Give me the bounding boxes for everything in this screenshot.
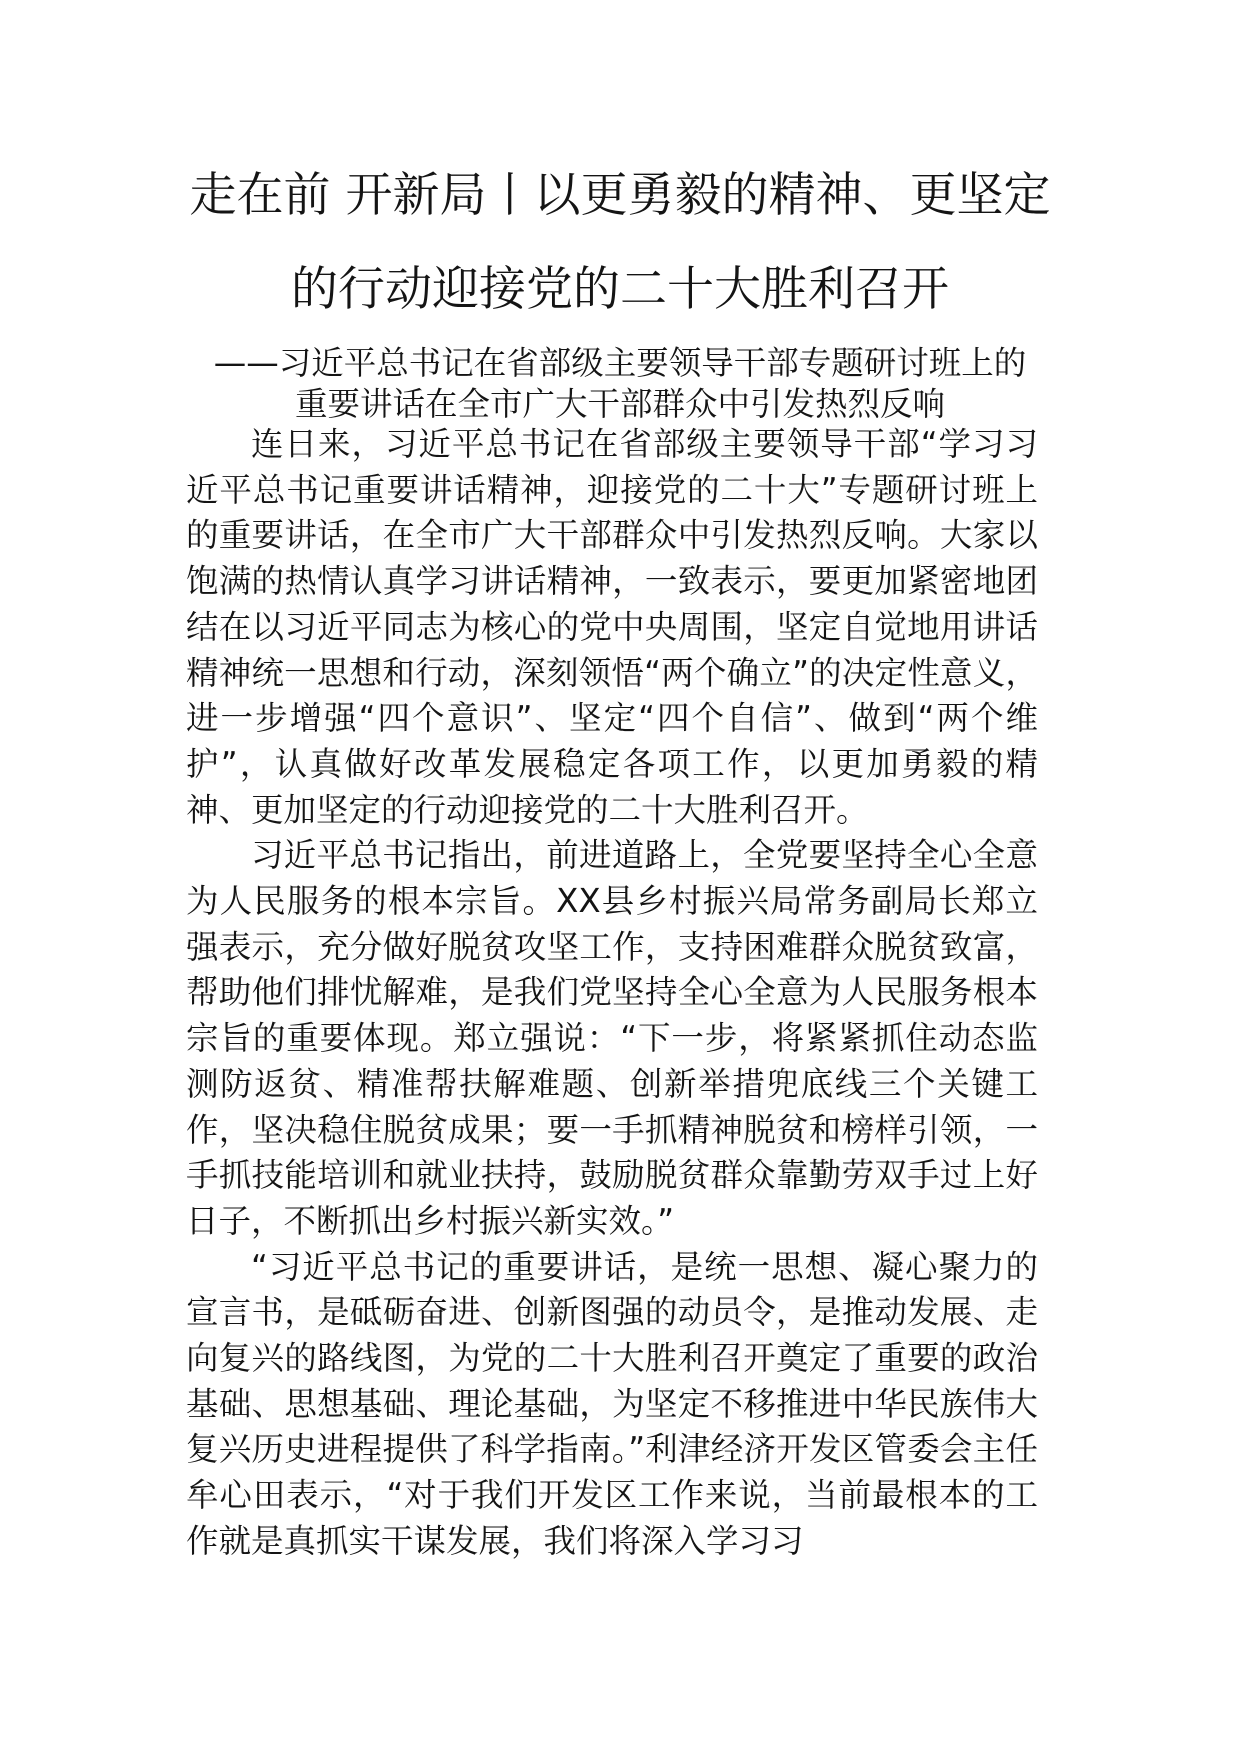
- article-body: [186, 422, 1038, 1565]
- paragraph-2: 习近平总书记指出，前进道路上，全党要坚持全心全意为人民服务的根本宗旨。XX县乡村振兴局常务副局长郑立强表示，充分做好脱贫攻坚工作，支持困难群众脱贫致富，帮助他们排忧解难，是我们党坚持全心全意为人民服务根本宗旨的重要体现。郑立强说：“下一步，将紧紧抓住动态监测防返贫、精准帮扶解难题、创新举措兜底线三个关键工作，坚决稳住脱贫成果；要一手抓精神脱贫和榜样引领，一手抓技能培训和就业扶持，鼓励脱贫群众靠勤劳双手过上好日子，不断抓出乡村振兴新实效。”: [186, 836, 1038, 1240]
- title-line-1: 走在前 开新局丨以更勇毅的精神、更坚定: [189, 168, 1051, 223]
- subtitle-line-2: 重要讲话在全市广大干部群众中引发热烈反响: [294, 385, 945, 423]
- paragraph-3: “习近平总书记的重要讲话，是统一思想、凝心聚力的宣言书，是砥砺奋进、创新图强的动员令，是推动发展、走向复兴的路线图，为党的二十大胜利召开奠定了重要的政治基础、思想基础、理论基础，为坚定不移推进中华民族伟大复兴历史进程提供了科学指南。”利津经济开发区管委会主任牟心田表示，“对于我们开发区工作来说，当前最根本的工作就是真抓实干谋发展，我们将深入学习习: [186, 1247, 1038, 1560]
- title-line-2: 的行动迎接党的二十大胜利召开: [291, 262, 949, 317]
- paragraph-1: 连日来，习近平总书记在省部级主要领导干部“学习习近平总书记重要讲话精神，迎接党的二十大”专题研讨班上的重要讲话，在全市广大干部群众中引发热烈反响。大家以饱满的热情认真学习讲话精神，一致表示，要更加紧密地团结在以习近平同志为核心的党中央周围，坚定自觉地用讲话精神统一思想和行动，深刻领悟“两个确立”的决定性意义，进一步增强“四个意识”、坚定“四个自信”、做到“两个维护”，认真做好改革发展稳定各项工作，以更加勇毅的精神、更加坚定的行动迎接党的二十大胜利召开。: [186, 425, 1038, 829]
- subtitle-line-1: ——习近平总书记在省部级主要领导干部专题研讨班上的: [213, 344, 1027, 382]
